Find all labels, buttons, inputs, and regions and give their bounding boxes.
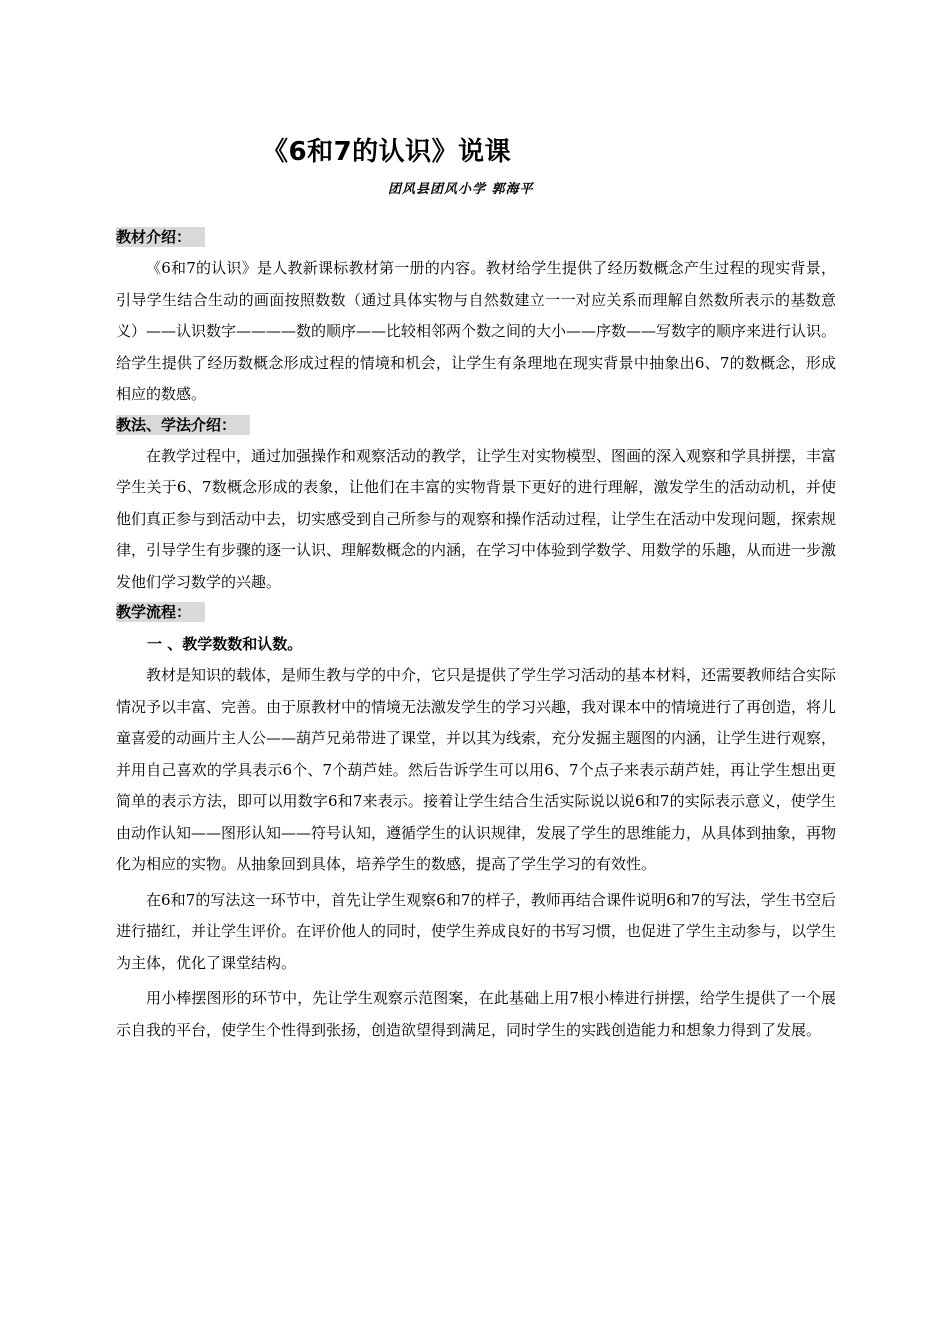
paragraph: 《6和7的认识》是人教新课标教材第一册的内容。教材给学生提供了经历数概念产生过程的现实背景，引导学生结合生动的画面按照数数（通过具体实物与自然数建立一一对应关系而理解自然数所表示的基数意义）——认识数字————数的顺序——比较相邻两个数之间的大小——序数——写数字的顺序来进行认识。给学生提供了经历数概念形成过程的情境和机会，让学生有条理地在现实背景中抽象出6、7的数概念，形成相应的数感。 [116,259,837,403]
document-title: 《6和7的认识》说课 [262,137,512,167]
paragraph: 在教学过程中，通过加强操作和观察活动的教学，让学生对实物模型、图画的深入观察和学具拼摆，丰富学生关于6、7数概念形成的表象，让他们在丰富的实物背景下更好的进行理解，激发学生的活动动机，并使他们真正参与到活动中去，切实感受到自己所参与的观察和操作活动过程，让学生在活动中发现问题，探索规律，引导学生有步骤的逐一认识、理解数概念的内涵，在学习中体验到学数学、用数学的乐趣，从而进一步激发他们学习数学的兴趣。 [116,446,837,591]
paragraph: 在6和7的写法这一环节中，首先让学生观察6和7的样子，教师再结合课件说明6和7的写法，学生书空后进行描红，并让学生评价。在评价他人的同时，使学生养成良好的书写习惯，也促进了学生主动参与，以学生为主体，优化了课堂结构。 [116,890,837,972]
section-heading-process: 教学流程： [116,602,205,622]
author-line: 团风县团风小学 郭海平 [388,182,534,197]
section-heading-materials: 教材介绍： [116,227,205,247]
document-body [116,225,836,1046]
section-heading-methods: 教法、学法介绍： [116,415,250,435]
paragraph: 教材是知识的载体，是师生教与学的中介，它只是提供了学生学习活动的基本材料，还需要教师结合实际情况予以丰富、完善。由于原教材中的情境无法激发学生的学习兴趣，我对课本中的情境进行了再创造，将儿童喜爱的动画片主人公——葫芦兄弟带进了课堂，并以其为线索，充分发掘主题图的内涵，让学生进行观察，并用自己喜欢的学具表示6个、7个葫芦娃。然后告诉学生可以用6、7个点子来表示葫芦娃，再让学生想出更简单的表示方法，即可以用数字6和7来表示。接着让学生结合生活实际说以说6和7的实际表示意义，使学生由动作认知——图形认知——符号认知，遵循学生的认识规律，发展了学生的思维能力，从具体到抽象，再物化为相应的实物。从抽象回到具体，培养学生的数感，提高了学生学习的有效性。 [116,666,837,873]
paragraph: 用小棒摆图形的环节中，先让学生观察示范图案，在此基础上用7根小棒进行拼摆，给学生提供了一个展示自我的平台，使学生个性得到张扬，创造欲望得到满足，同时学生的实践创造能力和想象力得到了发展。 [116,989,836,1039]
subsection-heading: 一 、教学数数和认数。 [147,635,303,653]
